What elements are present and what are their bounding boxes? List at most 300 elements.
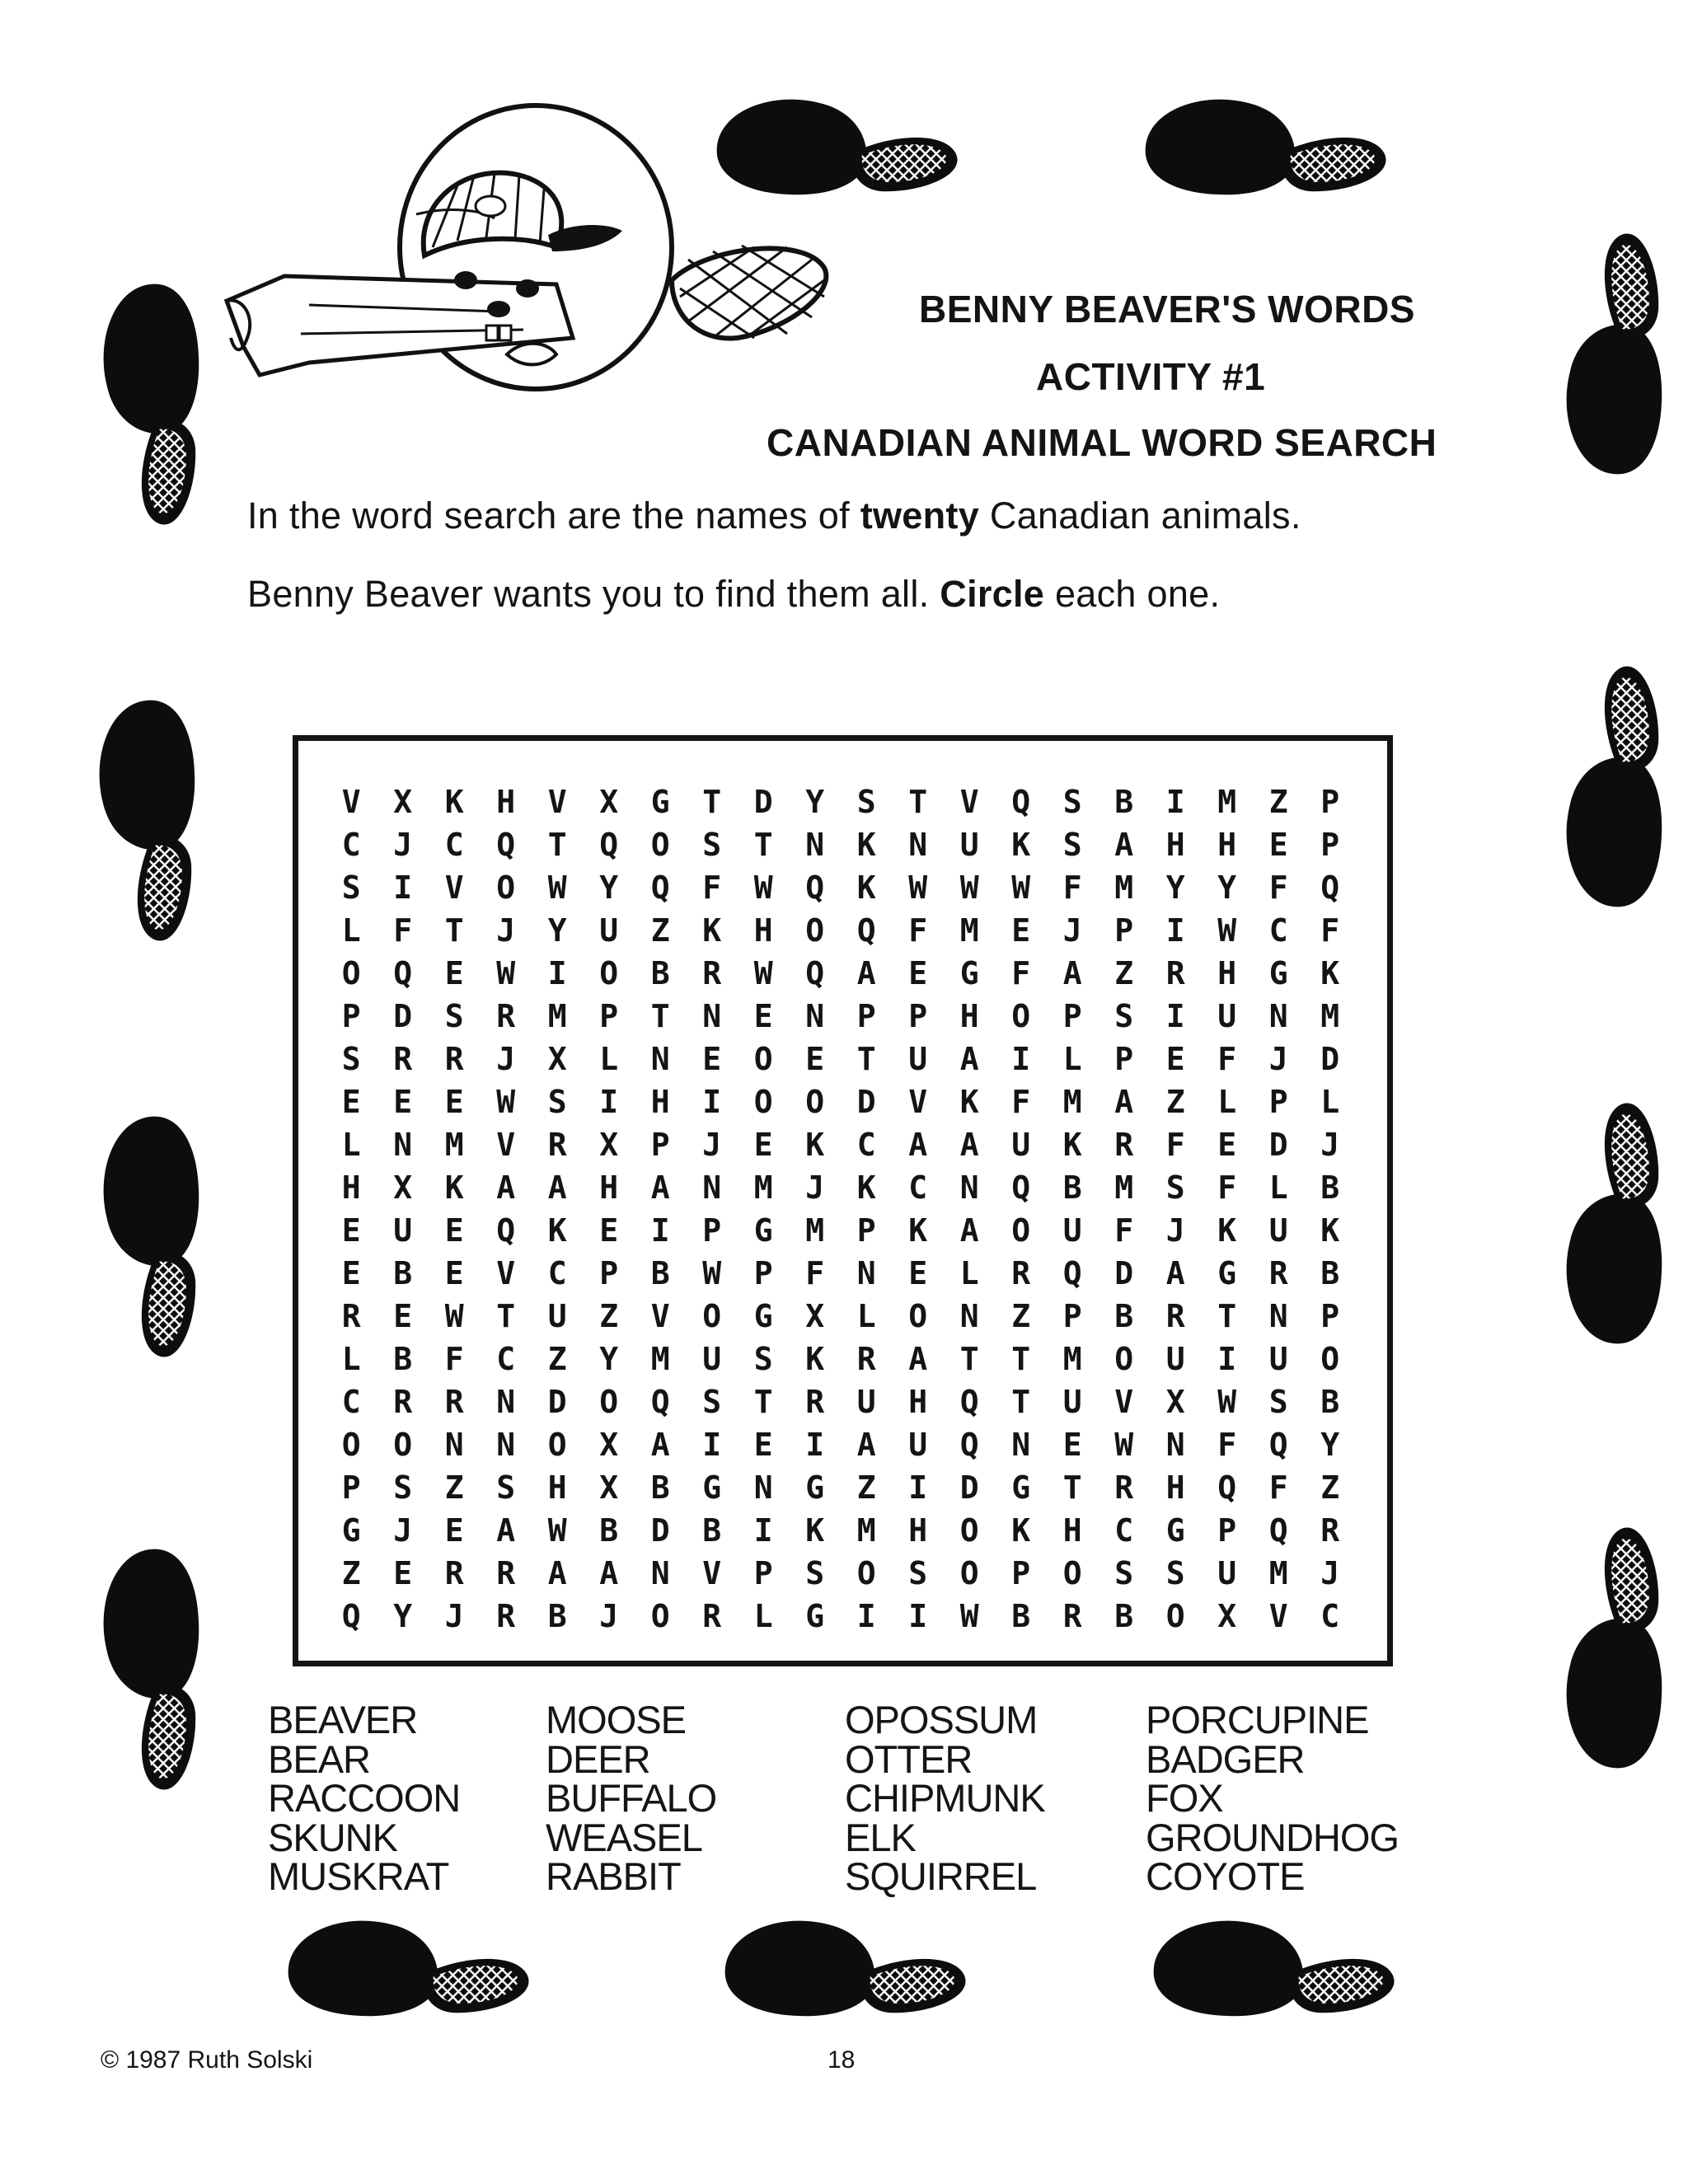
grid-letter[interactable]: T [547,827,567,863]
grid-letter[interactable]: N [650,1041,670,1077]
grid-letter[interactable]: L [1217,1084,1237,1120]
grid-letter[interactable]: D [393,998,413,1034]
grid-letter[interactable]: E [1062,1427,1082,1463]
grid-letter[interactable]: B [1320,1384,1340,1420]
grid-letter[interactable]: O [1165,1598,1185,1634]
grid-letter[interactable]: K [805,1341,825,1377]
grid-letter[interactable]: E [1268,827,1288,863]
grid-letter[interactable]: U [1011,1127,1031,1163]
grid-letter[interactable]: K [1011,1512,1031,1549]
grid-letter[interactable]: I [702,1427,722,1463]
grid-letter[interactable]: S [444,998,464,1034]
grid-letter[interactable]: T [1011,1341,1031,1377]
grid-letter[interactable]: E [341,1084,361,1120]
grid-letter[interactable]: H [908,1384,928,1420]
grid-letter[interactable]: T [650,998,670,1034]
grid-letter[interactable]: N [908,827,928,863]
grid-letter[interactable]: T [908,784,928,820]
grid-letter[interactable]: X [599,1469,619,1506]
grid-letter[interactable]: Q [341,1598,361,1634]
grid-letter[interactable]: Q [1217,1469,1237,1506]
grid-letter[interactable]: I [547,955,567,991]
grid-letter[interactable]: S [753,1341,773,1377]
grid-letter[interactable]: Q [805,869,825,906]
grid-letter[interactable]: S [1062,827,1082,863]
grid-letter[interactable]: B [547,1598,567,1634]
grid-letter[interactable]: Z [599,1298,619,1334]
grid-letter[interactable]: R [444,1041,464,1077]
grid-letter[interactable]: F [702,869,722,906]
grid-letter[interactable]: T [959,1341,979,1377]
grid-letter[interactable]: L [959,1255,979,1291]
grid-letter[interactable]: V [496,1127,516,1163]
grid-letter[interactable]: Y [1165,869,1185,906]
grid-letter[interactable]: J [496,912,516,949]
grid-letter[interactable]: K [1217,1212,1237,1249]
grid-letter[interactable]: B [393,1341,413,1377]
grid-letter[interactable]: U [1217,998,1237,1034]
grid-letter[interactable]: U [908,1427,928,1463]
grid-letter[interactable]: Z [341,1555,361,1591]
grid-letter[interactable]: C [341,1384,361,1420]
grid-letter[interactable]: M [805,1212,825,1249]
grid-letter[interactable]: V [444,869,464,906]
grid-letter[interactable]: P [753,1255,773,1291]
grid-letter[interactable]: E [393,1298,413,1334]
grid-letter[interactable]: R [393,1384,413,1420]
grid-letter[interactable]: N [959,1298,979,1334]
grid-letter[interactable]: P [908,998,928,1034]
grid-letter[interactable]: Y [1320,1427,1340,1463]
grid-letter[interactable]: Q [1268,1512,1288,1549]
grid-letter[interactable]: I [908,1598,928,1634]
grid-letter[interactable]: Q [496,1212,516,1249]
grid-letter[interactable]: G [650,784,670,820]
grid-letter[interactable]: W [908,869,928,906]
grid-letter[interactable]: B [650,1255,670,1291]
grid-letter[interactable]: Y [1217,869,1237,906]
grid-letter[interactable]: Q [856,912,876,949]
grid-letter[interactable]: M [1114,869,1134,906]
grid-letter[interactable]: R [1114,1127,1134,1163]
grid-letter[interactable]: O [805,912,825,949]
grid-letter[interactable]: G [1217,1255,1237,1291]
grid-letter[interactable]: I [599,1084,619,1120]
grid-letter[interactable]: O [805,1084,825,1120]
grid-letter[interactable]: S [1062,784,1082,820]
grid-letter[interactable]: H [959,998,979,1034]
grid-letter[interactable]: D [959,1469,979,1506]
grid-letter[interactable]: W [1217,912,1237,949]
grid-letter[interactable]: P [1320,784,1340,820]
grid-letter[interactable]: U [1217,1555,1237,1591]
grid-letter[interactable]: C [1114,1512,1134,1549]
grid-letter[interactable]: P [1268,1084,1288,1120]
grid-letter[interactable]: H [1165,827,1185,863]
grid-letter[interactable]: E [444,1084,464,1120]
grid-letter[interactable]: E [753,1427,773,1463]
grid-letter[interactable]: U [547,1298,567,1334]
grid-letter[interactable]: J [1320,1555,1340,1591]
grid-letter[interactable]: F [1165,1127,1185,1163]
grid-letter[interactable]: M [1062,1341,1082,1377]
grid-letter[interactable]: N [856,1255,876,1291]
grid-letter[interactable]: S [702,827,722,863]
grid-letter[interactable]: J [496,1041,516,1077]
grid-letter[interactable]: P [1062,998,1082,1034]
grid-letter[interactable]: B [650,1469,670,1506]
grid-letter[interactable]: W [1114,1427,1134,1463]
grid-letter[interactable]: G [959,955,979,991]
grid-letter[interactable]: L [599,1041,619,1077]
grid-letter[interactable]: S [1165,1555,1185,1591]
grid-letter[interactable]: C [341,827,361,863]
grid-letter[interactable]: K [805,1512,825,1549]
grid-letter[interactable]: H [547,1469,567,1506]
grid-letter[interactable]: S [341,1041,361,1077]
grid-letter[interactable]: J [393,1512,413,1549]
grid-letter[interactable]: I [393,869,413,906]
grid-letter[interactable]: B [1062,1169,1082,1206]
grid-letter[interactable]: X [1217,1598,1237,1634]
grid-letter[interactable]: X [1165,1384,1185,1420]
grid-letter[interactable]: H [496,784,516,820]
grid-letter[interactable]: R [702,955,722,991]
grid-letter[interactable]: P [1114,912,1134,949]
grid-letter[interactable]: N [702,1169,722,1206]
grid-letter[interactable]: O [393,1427,413,1463]
grid-letter[interactable]: O [908,1298,928,1334]
grid-letter[interactable]: N [1011,1427,1031,1463]
grid-letter[interactable]: S [1165,1169,1185,1206]
grid-letter[interactable]: O [599,955,619,991]
grid-letter[interactable]: O [753,1084,773,1120]
grid-letter[interactable]: D [856,1084,876,1120]
grid-letter[interactable]: V [1114,1384,1134,1420]
grid-letter[interactable]: K [547,1212,567,1249]
grid-letter[interactable]: T [444,912,464,949]
grid-letter[interactable]: F [805,1255,825,1291]
grid-letter[interactable]: F [393,912,413,949]
grid-letter[interactable]: O [959,1512,979,1549]
grid-letter[interactable]: V [496,1255,516,1291]
grid-letter[interactable]: R [702,1598,722,1634]
grid-letter[interactable]: P [1217,1512,1237,1549]
grid-letter[interactable]: I [702,1084,722,1120]
grid-letter[interactable]: J [599,1598,619,1634]
grid-letter[interactable]: D [1268,1127,1288,1163]
grid-letter[interactable]: Q [1320,869,1340,906]
grid-letter[interactable]: R [805,1384,825,1420]
grid-letter[interactable]: W [1011,869,1031,906]
grid-letter[interactable]: Z [650,912,670,949]
grid-letter[interactable]: E [341,1212,361,1249]
grid-letter[interactable]: V [908,1084,928,1120]
grid-letter[interactable]: G [753,1298,773,1334]
grid-letter[interactable]: R [547,1127,567,1163]
grid-letter[interactable]: T [856,1041,876,1077]
grid-letter[interactable]: Q [650,869,670,906]
grid-letter[interactable]: F [1062,869,1082,906]
grid-letter[interactable]: I [753,1512,773,1549]
grid-letter[interactable]: Q [1268,1427,1288,1463]
grid-letter[interactable]: S [805,1555,825,1591]
grid-letter[interactable]: P [856,998,876,1034]
grid-letter[interactable]: O [650,1598,670,1634]
grid-letter[interactable]: Q [959,1384,979,1420]
grid-letter[interactable]: B [1114,784,1134,820]
grid-letter[interactable]: R [393,1041,413,1077]
grid-letter[interactable]: Z [547,1341,567,1377]
grid-letter[interactable]: M [959,912,979,949]
grid-letter[interactable]: G [805,1598,825,1634]
grid-letter[interactable]: K [908,1212,928,1249]
grid-letter[interactable]: X [547,1041,567,1077]
grid-letter[interactable]: I [1165,912,1185,949]
grid-letter[interactable]: A [959,1041,979,1077]
grid-letter[interactable]: B [650,955,670,991]
grid-letter[interactable]: E [753,1127,773,1163]
grid-letter[interactable]: A [908,1127,928,1163]
grid-letter[interactable]: V [702,1555,722,1591]
grid-letter[interactable]: Q [805,955,825,991]
grid-letter[interactable]: A [1114,1084,1134,1120]
grid-letter[interactable]: L [1062,1041,1082,1077]
grid-letter[interactable]: T [753,1384,773,1420]
grid-letter[interactable]: R [1165,1298,1185,1334]
grid-letter[interactable]: T [1217,1298,1237,1334]
grid-letter[interactable]: E [1217,1127,1237,1163]
grid-letter[interactable]: M [650,1341,670,1377]
grid-letter[interactable]: D [650,1512,670,1549]
grid-letter[interactable]: W [959,869,979,906]
grid-letter[interactable]: X [599,784,619,820]
grid-letter[interactable]: G [1165,1512,1185,1549]
grid-letter[interactable]: P [1114,1041,1134,1077]
grid-letter[interactable]: H [650,1084,670,1120]
grid-letter[interactable]: T [496,1298,516,1334]
grid-letter[interactable]: M [1217,784,1237,820]
grid-letter[interactable]: L [1320,1084,1340,1120]
grid-letter[interactable]: P [753,1555,773,1591]
grid-letter[interactable]: O [1114,1341,1134,1377]
grid-letter[interactable]: L [341,1127,361,1163]
grid-letter[interactable]: R [496,1598,516,1634]
grid-letter[interactable]: M [1114,1169,1134,1206]
grid-letter[interactable]: H [1217,827,1237,863]
grid-letter[interactable]: K [1320,955,1340,991]
grid-letter[interactable]: N [753,1469,773,1506]
grid-letter[interactable]: W [496,1084,516,1120]
grid-letter[interactable]: I [805,1427,825,1463]
grid-letter[interactable]: I [650,1212,670,1249]
grid-letter[interactable]: R [1320,1512,1340,1549]
grid-letter[interactable]: I [856,1598,876,1634]
grid-letter[interactable]: B [393,1255,413,1291]
grid-letter[interactable]: N [1165,1427,1185,1463]
grid-letter[interactable]: E [599,1212,619,1249]
grid-letter[interactable]: A [599,1555,619,1591]
grid-letter[interactable]: W [496,955,516,991]
grid-letter[interactable]: C [1320,1598,1340,1634]
grid-letter[interactable]: A [856,1427,876,1463]
grid-letter[interactable]: W [753,955,773,991]
grid-letter[interactable]: K [959,1084,979,1120]
grid-letter[interactable]: F [1217,1427,1237,1463]
grid-letter[interactable]: H [908,1512,928,1549]
grid-letter[interactable]: F [1011,955,1031,991]
grid-letter[interactable]: T [1011,1384,1031,1420]
grid-letter[interactable]: Z [444,1469,464,1506]
grid-letter[interactable]: O [650,827,670,863]
grid-letter[interactable]: Q [496,827,516,863]
grid-letter[interactable]: P [341,1469,361,1506]
grid-letter[interactable]: S [393,1469,413,1506]
grid-letter[interactable]: G [702,1469,722,1506]
grid-letter[interactable]: R [1165,955,1185,991]
grid-letter[interactable]: F [1011,1084,1031,1120]
grid-letter[interactable]: I [908,1469,928,1506]
grid-letter[interactable]: A [547,1169,567,1206]
grid-letter[interactable]: S [547,1084,567,1120]
grid-letter[interactable]: W [753,869,773,906]
grid-letter[interactable]: S [702,1384,722,1420]
grid-letter[interactable]: J [393,827,413,863]
grid-letter[interactable]: U [1165,1341,1185,1377]
grid-letter[interactable]: Q [959,1427,979,1463]
grid-letter[interactable]: J [1165,1212,1185,1249]
grid-letter[interactable]: L [753,1598,773,1634]
grid-letter[interactable]: X [599,1127,619,1163]
grid-letter[interactable]: F [1114,1212,1134,1249]
grid-letter[interactable]: O [753,1041,773,1077]
grid-letter[interactable]: Z [856,1469,876,1506]
grid-letter[interactable]: H [1217,955,1237,991]
grid-letter[interactable]: O [341,955,361,991]
grid-letter[interactable]: S [1114,1555,1134,1591]
grid-letter[interactable]: S [856,784,876,820]
grid-letter[interactable]: N [444,1427,464,1463]
grid-letter[interactable]: L [341,1341,361,1377]
grid-letter[interactable]: P [599,998,619,1034]
grid-letter[interactable]: R [1268,1255,1288,1291]
grid-letter[interactable]: V [1268,1598,1288,1634]
grid-letter[interactable]: W [547,1512,567,1549]
grid-letter[interactable]: A [650,1169,670,1206]
grid-letter[interactable]: V [547,784,567,820]
grid-letter[interactable]: N [702,998,722,1034]
grid-letter[interactable]: L [856,1298,876,1334]
grid-letter[interactable]: K [702,912,722,949]
grid-letter[interactable]: J [444,1598,464,1634]
grid-letter[interactable]: E [393,1555,413,1591]
grid-letter[interactable]: P [702,1212,722,1249]
grid-letter[interactable]: E [1165,1041,1185,1077]
grid-letter[interactable]: E [702,1041,722,1077]
grid-letter[interactable]: I [1165,784,1185,820]
grid-letter[interactable]: Z [1320,1469,1340,1506]
grid-letter[interactable]: A [1114,827,1134,863]
grid-letter[interactable]: I [1011,1041,1031,1077]
grid-letter[interactable]: N [1268,1298,1288,1334]
grid-letter[interactable]: P [1320,1298,1340,1334]
grid-letter[interactable]: W [959,1598,979,1634]
grid-letter[interactable]: P [1320,827,1340,863]
grid-letter[interactable]: P [1011,1555,1031,1591]
grid-letter[interactable]: I [1217,1341,1237,1377]
grid-letter[interactable]: F [444,1341,464,1377]
grid-letter[interactable]: P [650,1127,670,1163]
grid-letter[interactable]: C [856,1127,876,1163]
grid-letter[interactable]: R [341,1298,361,1334]
grid-letter[interactable]: Y [547,912,567,949]
grid-letter[interactable]: Y [599,869,619,906]
grid-letter[interactable]: F [908,912,928,949]
grid-letter[interactable]: R [856,1341,876,1377]
grid-letter[interactable]: A [496,1512,516,1549]
grid-letter[interactable]: O [1011,1212,1031,1249]
grid-letter[interactable]: A [547,1555,567,1591]
grid-letter[interactable]: E [444,1255,464,1291]
grid-letter[interactable]: U [856,1384,876,1420]
grid-letter[interactable]: R [496,1555,516,1591]
grid-letter[interactable]: Y [393,1598,413,1634]
grid-letter[interactable]: W [702,1255,722,1291]
grid-letter[interactable]: A [1165,1255,1185,1291]
grid-letter[interactable]: C [908,1169,928,1206]
grid-letter[interactable]: K [1320,1212,1340,1249]
grid-letter[interactable]: K [856,1169,876,1206]
grid-letter[interactable]: P [341,998,361,1034]
grid-letter[interactable]: X [599,1427,619,1463]
grid-letter[interactable]: P [599,1255,619,1291]
grid-letter[interactable]: L [341,912,361,949]
grid-letter[interactable]: M [1268,1555,1288,1591]
grid-letter[interactable]: B [1320,1169,1340,1206]
grid-letter[interactable]: B [1114,1598,1134,1634]
grid-letter[interactable]: R [1114,1469,1134,1506]
grid-letter[interactable]: I [1165,998,1185,1034]
grid-letter[interactable]: U [1062,1212,1082,1249]
grid-letter[interactable]: X [805,1298,825,1334]
grid-letter[interactable]: U [1268,1341,1288,1377]
grid-letter[interactable]: Z [1114,955,1134,991]
grid-letter[interactable]: H [1165,1469,1185,1506]
grid-letter[interactable]: V [959,784,979,820]
grid-letter[interactable]: W [444,1298,464,1334]
grid-letter[interactable]: Z [1268,784,1288,820]
grid-letter[interactable]: R [444,1384,464,1420]
grid-letter[interactable]: Q [1011,784,1031,820]
grid-letter[interactable]: J [1062,912,1082,949]
grid-letter[interactable]: H [1062,1512,1082,1549]
grid-letter[interactable]: U [702,1341,722,1377]
grid-letter[interactable]: E [444,955,464,991]
grid-letter[interactable]: W [1217,1384,1237,1420]
grid-letter[interactable]: R [1062,1598,1082,1634]
grid-letter[interactable]: D [753,784,773,820]
grid-letter[interactable]: C [496,1341,516,1377]
grid-letter[interactable]: F [1268,869,1288,906]
grid-letter[interactable]: O [1062,1555,1082,1591]
grid-letter[interactable]: R [1011,1255,1031,1291]
grid-letter[interactable]: M [1062,1084,1082,1120]
grid-letter[interactable]: N [496,1427,516,1463]
grid-letter[interactable]: A [496,1169,516,1206]
grid-letter[interactable]: F [1217,1169,1237,1206]
grid-letter[interactable]: S [341,869,361,906]
grid-letter[interactable]: V [341,784,361,820]
